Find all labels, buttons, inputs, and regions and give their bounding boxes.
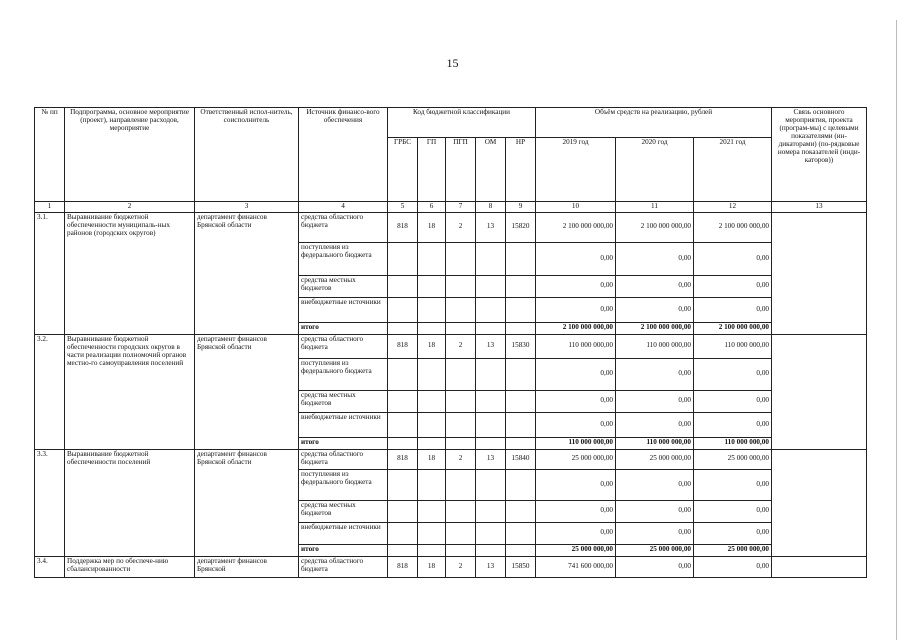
amount-2019: 0,00 [536, 412, 616, 437]
table-row [35, 449, 867, 469]
header-responsible: Ответственный испол-нитель, соисполнитель [195, 108, 299, 202]
col-num: 8 [476, 202, 506, 213]
activity-name: Выравнивание бюджетной обеспеченности городских округов в части реализации полномочий органов местно-го самоуправления поселений [65, 334, 195, 449]
amount-2020: 2 100 000 000,00 [616, 212, 694, 242]
activity-name: Поддержка мер по обеспече-нию сбалансированности [65, 556, 195, 577]
amount-2019: 0,00 [536, 522, 616, 544]
source-local: средства местных бюджетов [299, 500, 388, 522]
amount-2021: 0,00 [694, 500, 772, 522]
grbs-code: 818 [388, 212, 418, 242]
col-num: 13 [772, 202, 867, 213]
amount-2020: 0,00 [616, 469, 694, 500]
col-num: 4 [299, 202, 388, 213]
amount-2019: 0,00 [536, 242, 616, 275]
total-2019: 2 100 000 000,00 [536, 322, 616, 334]
amount-2021: 0,00 [694, 275, 772, 297]
om-code: 13 [476, 556, 506, 577]
header-pgp: ПГП [446, 138, 476, 202]
header-row-1 [35, 108, 867, 138]
responsible-executor: департамент финансов Брянской области [195, 212, 299, 334]
grbs-code: 818 [388, 334, 418, 358]
source-local: средства местных бюджетов [299, 275, 388, 297]
amount-2021: 0,00 [694, 242, 772, 275]
source-total: итого [299, 544, 388, 556]
total-2019: 25 000 000,00 [536, 544, 616, 556]
row-number: 3.4. [35, 556, 65, 577]
grbs-code: 818 [388, 556, 418, 577]
header-2021: 2021 год [694, 138, 772, 202]
pgp-code: 2 [446, 212, 476, 242]
amount-2020: 0,00 [616, 412, 694, 437]
header-code-group: Код бюджетной классификации [388, 108, 536, 138]
amount-2021: 0,00 [694, 390, 772, 412]
amount-2021: 110 000 000,00 [694, 334, 772, 358]
col-num: 12 [694, 202, 772, 213]
pgp-code: 2 [446, 334, 476, 358]
total-2020: 2 100 000 000,00 [616, 322, 694, 334]
source-regional: средства областного бюджета [299, 334, 388, 358]
row-number: 3.3. [35, 449, 65, 556]
source-federal: поступления из федерального бюджета [299, 469, 388, 500]
source-regional: средства областного бюджета [299, 556, 388, 577]
nr-code: 15840 [506, 449, 536, 469]
source-extra: внебюджетные источники [299, 522, 388, 544]
amount-2019: 0,00 [536, 390, 616, 412]
amount-2019: 0,00 [536, 297, 616, 322]
responsible-executor: департамент финансов Брянской области [195, 334, 299, 449]
om-code: 13 [476, 449, 506, 469]
amount-2020: 25 000 000,00 [616, 449, 694, 469]
source-regional: средства областного бюджета [299, 449, 388, 469]
header-nr: НР [506, 138, 536, 202]
amount-2020: 0,00 [616, 297, 694, 322]
amount-2020: 0,00 [616, 242, 694, 275]
header-grbs: ГРБС [388, 138, 418, 202]
responsible-executor: департамент финансов Брянской области [195, 449, 299, 556]
amount-2019: 741 600 000,00 [536, 556, 616, 577]
amount-2019: 0,00 [536, 500, 616, 522]
col-num: 10 [536, 202, 616, 213]
header-2019: 2019 год [536, 138, 616, 202]
page-edge-line [896, 20, 897, 640]
responsible-executor: департамент финансов Брянской [195, 556, 299, 577]
amount-2019: 0,00 [536, 358, 616, 390]
gp-code: 18 [418, 212, 446, 242]
total-2019: 110 000 000,00 [536, 437, 616, 449]
amount-2021: 0,00 [694, 556, 772, 577]
activity-name: Выравнивание бюджетной обеспеченности муниципаль-ных районов (городских округов) [65, 212, 195, 334]
gp-code: 18 [418, 556, 446, 577]
gp-code: 18 [418, 334, 446, 358]
total-2020: 110 000 000,00 [616, 437, 694, 449]
col-num: 9 [506, 202, 536, 213]
amount-2021: 0,00 [694, 297, 772, 322]
col-num: 1 [35, 202, 65, 213]
source-local: средства местных бюджетов [299, 390, 388, 412]
budget-table [34, 107, 867, 578]
header-source: Источник финансо-вого обеспечения [299, 108, 388, 202]
source-extra: внебюджетные источники [299, 412, 388, 437]
page-number: 15 [446, 56, 459, 70]
amount-2021: 0,00 [694, 522, 772, 544]
nr-code: 15820 [506, 212, 536, 242]
source-regional: средства областного бюджета [299, 212, 388, 242]
source-federal: поступления из федерального бюджета [299, 242, 388, 275]
table-row [35, 334, 867, 358]
amount-2021: 0,00 [694, 412, 772, 437]
header-om: ОМ [476, 138, 506, 202]
total-2021: 110 000 000,00 [694, 437, 772, 449]
indicator-link [772, 556, 867, 577]
row-number: 3.1. [35, 212, 65, 334]
col-num: 5 [388, 202, 418, 213]
table-row [35, 212, 867, 242]
nr-code: 15850 [506, 556, 536, 577]
column-number-row [35, 202, 867, 213]
amount-2019: 2 100 000 000,00 [536, 212, 616, 242]
om-code: 13 [476, 334, 506, 358]
source-extra: внебюджетные источники [299, 297, 388, 322]
total-2020: 25 000 000,00 [616, 544, 694, 556]
amount-2020: 0,00 [616, 390, 694, 412]
amount-2021: 25 000 000,00 [694, 449, 772, 469]
total-2021: 2 100 000 000,00 [694, 322, 772, 334]
amount-2020: 0,00 [616, 275, 694, 297]
gp-code: 18 [418, 449, 446, 469]
amount-2020: 0,00 [616, 358, 694, 390]
amount-2019: 25 000 000,00 [536, 449, 616, 469]
source-total: итого [299, 437, 388, 449]
amount-2021: 0,00 [694, 358, 772, 390]
indicator-link [772, 212, 867, 334]
amount-2019: 110 000 000,00 [536, 334, 616, 358]
source-federal: поступления из федерального бюджета [299, 358, 388, 390]
amount-2019: 0,00 [536, 469, 616, 500]
pgp-code: 2 [446, 449, 476, 469]
amount-2020: 0,00 [616, 500, 694, 522]
indicator-link [772, 449, 867, 556]
header-link: Связь основного мероприятия, проекта (програм-мы) с целевыми показателями (ин-дикаторами) (по-рядковые номера показателей (инди-каторов)) [772, 108, 867, 202]
activity-name: Выравнивание бюджетной обеспеченности поселений [65, 449, 195, 556]
col-num: 2 [65, 202, 195, 213]
amount-2020: 0,00 [616, 522, 694, 544]
source-total: итого [299, 322, 388, 334]
amount-2021: 2 100 000 000,00 [694, 212, 772, 242]
col-num: 3 [195, 202, 299, 213]
col-num: 11 [616, 202, 694, 213]
pgp-code: 2 [446, 556, 476, 577]
col-num: 7 [446, 202, 476, 213]
table-row [35, 556, 867, 577]
amount-2019: 0,00 [536, 275, 616, 297]
col-num: 6 [418, 202, 446, 213]
header-program: Подпрограмма, основное мероприятие (проект), направление расходов, мероприятие [65, 108, 195, 202]
amount-2020: 0,00 [616, 556, 694, 577]
total-2021: 25 000 000,00 [694, 544, 772, 556]
amount-2021: 0,00 [694, 469, 772, 500]
om-code: 13 [476, 212, 506, 242]
indicator-link [772, 334, 867, 449]
header-2020: 2020 год [616, 138, 694, 202]
header-gp: ГП [418, 138, 446, 202]
header-volume-group: Объём средств на реализацию, рублей [536, 108, 772, 138]
grbs-code: 818 [388, 449, 418, 469]
row-number: 3.2. [35, 334, 65, 449]
amount-2020: 110 000 000,00 [616, 334, 694, 358]
header-num: № пп [35, 108, 65, 202]
nr-code: 15830 [506, 334, 536, 358]
